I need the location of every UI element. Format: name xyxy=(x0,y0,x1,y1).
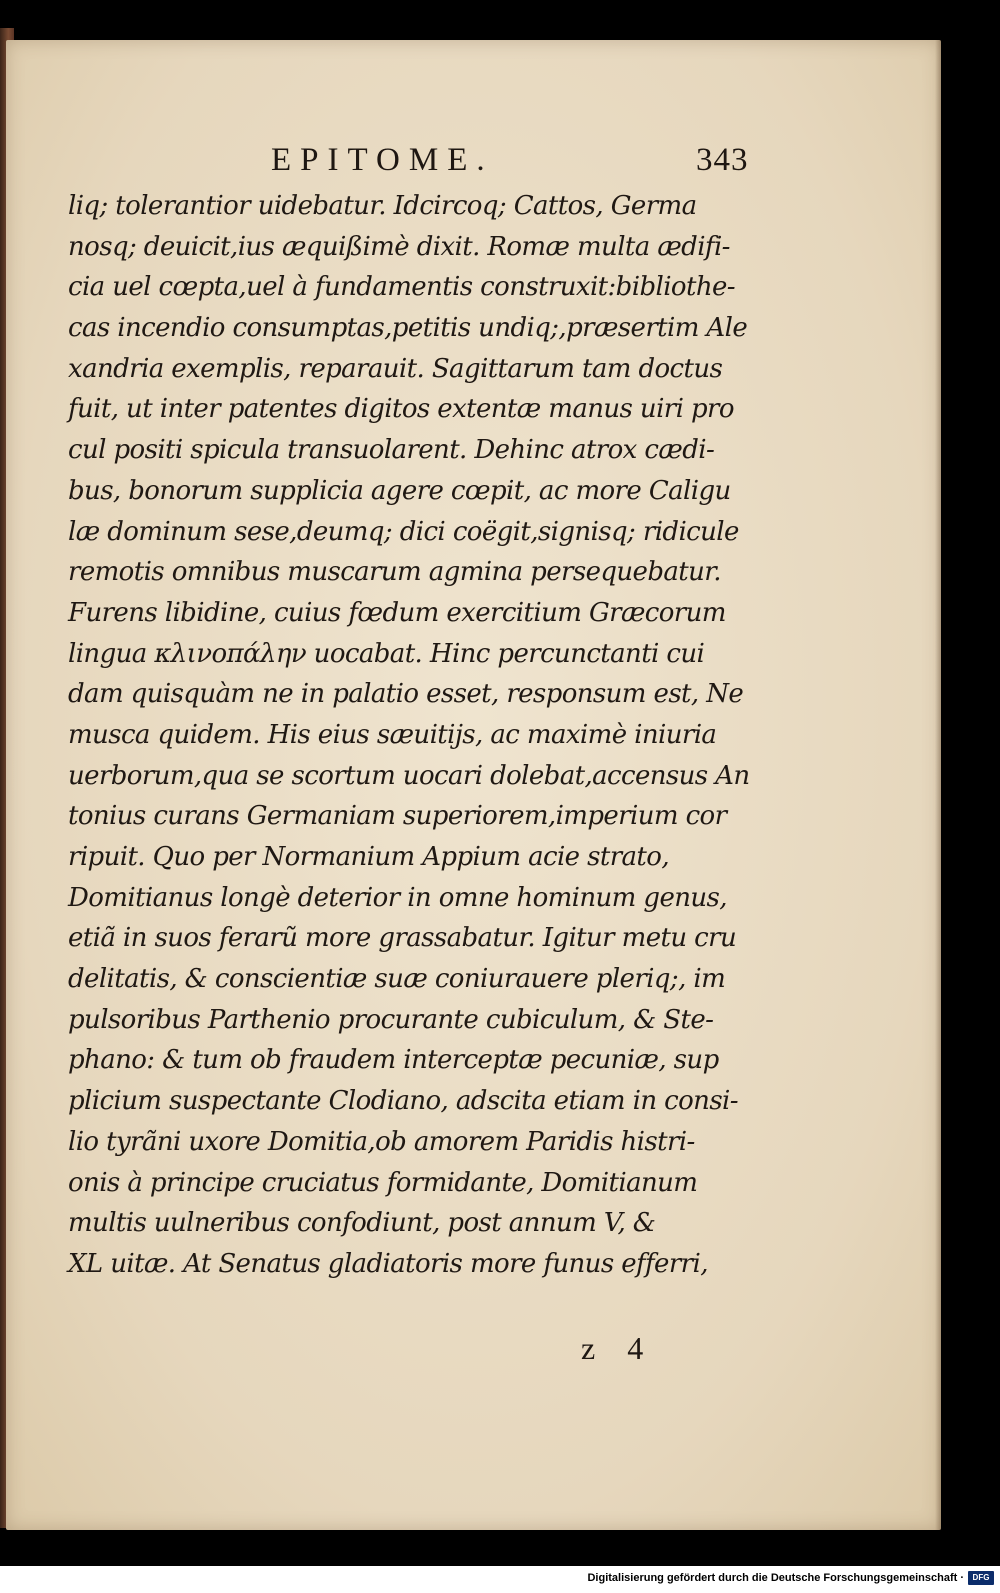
text-line: multis uulneribus confodiunt, post annum V, & xyxy=(68,1208,656,1239)
text-line: liq; tolerantior uidebatur. Idcircoq; Cattos, Germa xyxy=(68,191,697,221)
page-number: 343 xyxy=(696,142,749,178)
text-line: XL uitæ. At Senatus gladiatoris more funus efferri, xyxy=(68,1248,708,1279)
text-line: remotis omnibus muscarum agmina persequebatur. xyxy=(68,557,721,588)
text-line: delitatis, & conscientiæ suæ coniurauere pleriq;, im xyxy=(68,964,726,995)
page-edge-shadow xyxy=(935,40,941,1530)
text-line: Furens libidine, cuius fœdum exercitium Græcorum xyxy=(68,597,726,628)
text-line: onis à principe cruciatus formidante, Domitianum xyxy=(68,1167,698,1198)
text-line: phano: & tum ob fraudem interceptæ pecuniæ, sup xyxy=(68,1045,719,1076)
text-line: lio tyrãni uxore Domitia,ob amorem Paridis histri- xyxy=(68,1126,695,1157)
running-head xyxy=(6,142,941,192)
text-line: cia uel cœpta,uel à fundamentis construxit:bibliothe- xyxy=(68,272,735,303)
signature-mark: z 4 xyxy=(581,1330,656,1366)
text-line: xandria exemplis, reparauit. Sagittarum tam doctus xyxy=(68,353,723,384)
dfg-logo-icon: DFG xyxy=(968,1571,994,1585)
text-line: læ dominum sese,deumq; dici coëgit,signisq; ridicule xyxy=(68,516,739,547)
text-line: lingua κλινοπάλην uocabat. Hinc percunctanti cui xyxy=(68,638,705,669)
text-line: dam quisquàm ne in palatio esset, responsum est, Ne xyxy=(68,679,744,710)
text-line: Domitianus longè deterior in omne hominum genus, xyxy=(68,882,727,913)
text-line: pulsoribus Parthenio procurante cubiculum, & Ste- xyxy=(68,1004,714,1035)
running-head-title: EPITOME. xyxy=(271,142,494,178)
digitization-footer xyxy=(0,1566,1000,1593)
text-line: tonius curans Germaniam superiorem,imperium cor xyxy=(68,801,727,832)
text-line: fuit, ut inter patentes digitos extentæ manus uiri pro xyxy=(68,394,734,425)
book-page xyxy=(6,40,941,1530)
body-text xyxy=(68,186,748,1285)
text-line: uerborum,qua se scortum uocari dolebat,accensus An xyxy=(68,760,750,791)
footer-credit: Digitalisierung gefördert durch die Deutsche Forschungsgemeinschaft · xyxy=(587,1572,964,1584)
text-line: bus, bonorum supplicia agere cœpit, ac more Caligu xyxy=(68,475,731,506)
text-line: etiã in suos ferarũ more grassabatur. Igitur metu cru xyxy=(68,923,737,954)
text-line: musca quidem. His eius sæuitijs, ac maximè iniuria xyxy=(68,719,717,750)
text-line: cas incendio consumptas,petitis undiq;,præsertim Ale xyxy=(68,313,748,344)
text-line: plicium suspectante Clodiano, adscita etiam in consi- xyxy=(68,1086,738,1117)
text-line: ripuit. Quo per Normanium Appium acie strato, xyxy=(68,842,669,872)
text-line: nosq; deuicit,ius æquißimè dixit. Romæ multa ædifi- xyxy=(68,231,730,262)
text-line: cul positi spicula transuolarent. Dehinc atrox cædi- xyxy=(68,435,715,466)
